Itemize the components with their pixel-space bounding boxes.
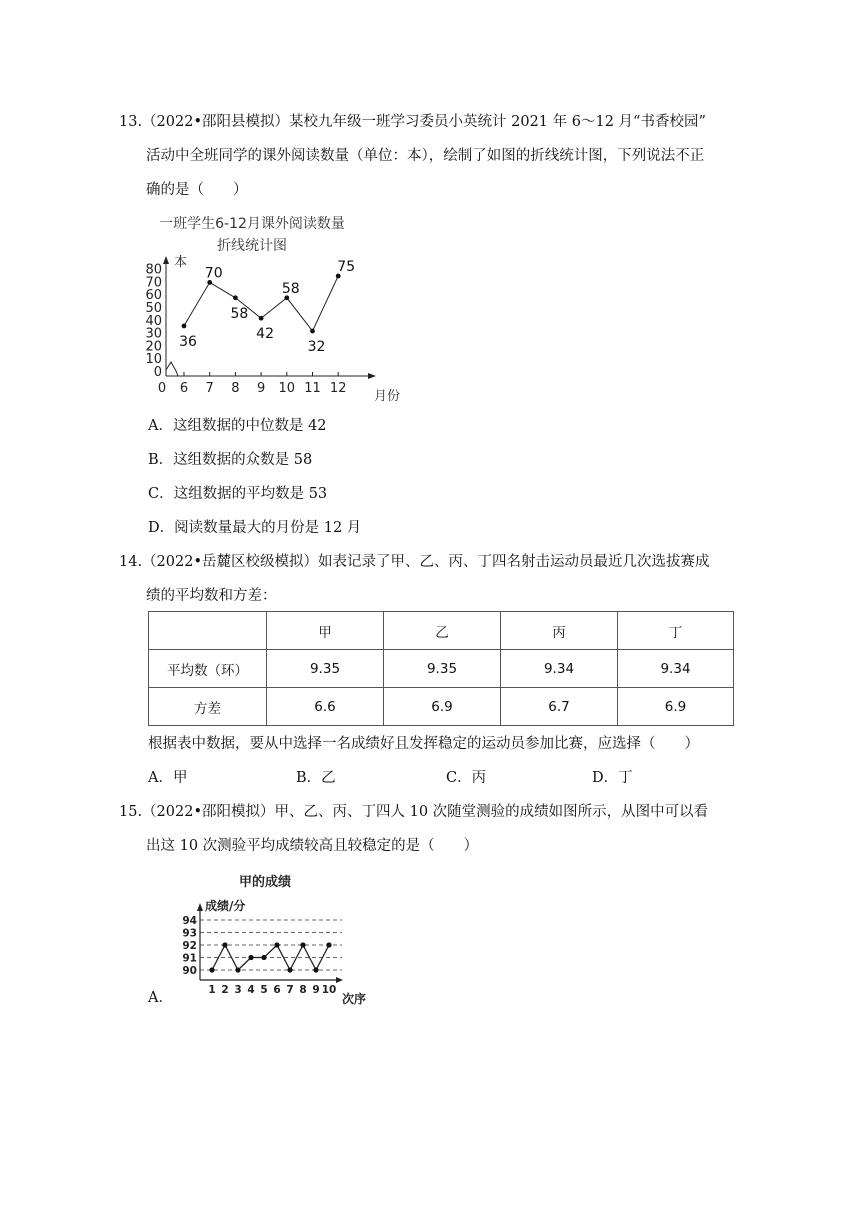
q13-line-3: 确的是（ ） xyxy=(146,182,248,198)
chart2-y-tick-label: 92 xyxy=(182,940,197,952)
q14-line-2: 绩的平均数和方差： xyxy=(146,588,277,604)
table-cell: 6.7 xyxy=(501,688,618,726)
chart1-data-label: 58 xyxy=(281,280,300,297)
chart2-x-tick-label: 1 xyxy=(208,984,216,996)
q13-option-b: B．这组数据的众数是 58 xyxy=(148,452,313,468)
chart1-x-label: 月份 xyxy=(374,389,401,404)
q15-option-a: A． xyxy=(148,990,173,1006)
table-row xyxy=(149,650,734,688)
chart1-point xyxy=(233,295,238,300)
q14-option-d: D．丁 xyxy=(592,770,633,786)
table-cell: 乙 xyxy=(384,612,501,650)
q14-line-1: 14.（2022•岳麓区校级模拟）如表记录了甲、乙、丙、丁四名射击运动员最近几次选拔赛成 xyxy=(119,554,710,570)
chart2-point xyxy=(222,942,227,947)
table-row xyxy=(149,688,734,726)
chart1-x-tick-label: 8 xyxy=(231,381,240,396)
q14-option-c: C．丙 xyxy=(446,770,487,786)
table-cell: 9.35 xyxy=(384,650,501,688)
chart1-subtitle: 折线统计图 xyxy=(217,238,287,254)
chart1-point xyxy=(310,329,315,334)
chart2-y-tick-label: 94 xyxy=(182,915,197,927)
chart2-x-tick-label: 8 xyxy=(299,984,307,996)
chart2-y-label: 成绩/分 xyxy=(205,899,246,913)
chart2-title: 甲的成绩 xyxy=(238,875,292,890)
chart2-point xyxy=(313,967,318,972)
chart2-point xyxy=(274,942,279,947)
chart2-x-tick-label: 7 xyxy=(286,984,294,996)
q15-line-1: 15.（2022•邵阳模拟）甲、乙、丙、丁四人 10 次随堂测验的成绩如图所示，从图中可以看 xyxy=(119,804,709,820)
table-cell: 甲 xyxy=(267,612,384,650)
chart2-x-tick-label: 9 xyxy=(312,984,320,996)
chart1-axis-break xyxy=(166,362,178,376)
chart2-x-tick-label: 5 xyxy=(260,984,268,996)
chart1-data-labels xyxy=(179,259,355,355)
chart1-x-tick-label: 6 xyxy=(179,381,189,396)
chart2-x-tick-label: 3 xyxy=(234,984,242,996)
chart2-point xyxy=(209,967,214,972)
chart1-x-tick-label: 12 xyxy=(329,381,347,396)
q13-line-1: 13.（2022•邵阳县模拟）某校九年级一班学习委员小英统计 2021 年 6～12 月“书香校园” xyxy=(119,114,706,130)
reading-line-chart xyxy=(140,208,420,408)
chart1-data-label: 58 xyxy=(230,305,249,322)
table-cell: 丙 xyxy=(501,612,618,650)
chart1-title: 一班学生6-12月课外阅读数量 xyxy=(159,216,345,232)
chart2-x-tick-label: 4 xyxy=(247,984,255,996)
table-header-row xyxy=(149,612,734,650)
chart1-x-tick-label: 10 xyxy=(278,381,296,396)
chart1-y-tick-label: 50 xyxy=(145,301,162,316)
chart1-y-ticks xyxy=(145,263,162,380)
chart1-y-tick-label: 0 xyxy=(153,365,162,380)
table-cell: 6.9 xyxy=(384,688,501,726)
chart1-y-tick-label: 70 xyxy=(145,275,162,291)
chart1-data-label: 36 xyxy=(179,333,197,350)
chart2-x-tick-label: 6 xyxy=(273,984,281,996)
chart1-y-tick-label: 80 xyxy=(145,262,162,278)
chart2-point xyxy=(261,955,266,960)
table-cell: 平均数（环） xyxy=(149,650,267,688)
chart1-y-tick-label: 60 xyxy=(145,288,162,304)
q13-option-a: A．这组数据的中位数是 42 xyxy=(148,418,327,434)
chart2-x-label: 次序 xyxy=(342,992,367,1006)
chart1-y-axis-arrow xyxy=(163,256,169,264)
chart1-y-label: 本 xyxy=(174,255,188,270)
chart2-x-tick-label: 10 xyxy=(321,984,337,996)
table-cell: 9.34 xyxy=(501,650,618,688)
chart2-point xyxy=(235,967,240,972)
chart1-point xyxy=(259,316,264,321)
q13-line-2: 活动中全班同学的课外阅读数量（单位：本），绘制了如图的折线统计图，下列说法不正 xyxy=(146,148,705,164)
chart1-point xyxy=(182,324,187,329)
chart2-y-ticks xyxy=(182,915,197,977)
chart1-x-tick-label: 7 xyxy=(205,381,214,396)
chart1-y-tick-label: 20 xyxy=(145,339,162,355)
chart1-x-tick-label: 11 xyxy=(304,381,321,396)
athlete-stats-table xyxy=(148,611,734,726)
table-cell: 6.9 xyxy=(618,688,734,726)
chart1-y-tick-label: 40 xyxy=(145,313,162,329)
table-cell: 9.35 xyxy=(267,650,384,688)
jia-score-line-chart xyxy=(170,866,380,1016)
chart1-series-line xyxy=(184,276,338,331)
table-cell xyxy=(149,612,267,650)
q13-option-d: D．阅读数量最大的月份是 12 月 xyxy=(148,520,362,536)
chart2-x-ticks xyxy=(208,984,336,996)
table-cell: 丁 xyxy=(618,612,734,650)
chart1-origin-label: 0 xyxy=(157,381,167,396)
table-cell: 6.6 xyxy=(267,688,384,726)
chart2-point xyxy=(300,942,305,947)
chart2-point xyxy=(326,942,331,947)
chart1-y-tick-label: 30 xyxy=(145,326,162,342)
chart2-point xyxy=(287,967,292,972)
table-cell: 方差 xyxy=(149,688,267,726)
q14-option-b: B．乙 xyxy=(296,770,336,786)
q14-line-3: 根据表中数据，要从中选择一名成绩好且发挥稳定的运动员参加比赛，应选择（ ） xyxy=(148,736,699,752)
chart2-x-axis-arrow xyxy=(336,977,343,983)
chart2-y-tick-label: 90 xyxy=(182,965,197,977)
chart1-points xyxy=(182,274,341,334)
q13-option-c: C．这组数据的平均数是 53 xyxy=(148,486,328,502)
chart1-data-label: 75 xyxy=(337,259,356,275)
chart2-x-tick-label: 2 xyxy=(221,984,229,996)
q14-option-a: A．甲 xyxy=(148,770,188,786)
chart1-data-label: 42 xyxy=(256,326,275,343)
chart1-x-tick-label: 9 xyxy=(256,381,266,396)
chart2-y-tick-label: 91 xyxy=(182,952,197,965)
chart1-x-axis-arrow xyxy=(368,373,376,379)
chart1-data-label: 32 xyxy=(307,339,326,356)
chart2-y-tick-label: 93 xyxy=(182,927,197,940)
chart1-data-label: 70 xyxy=(204,265,223,282)
chart2-point xyxy=(248,955,253,960)
chart2-y-axis-arrow xyxy=(197,903,203,911)
chart2-gridlines xyxy=(200,920,342,970)
table-cell: 9.34 xyxy=(618,650,734,688)
chart2-axes xyxy=(197,903,343,983)
q15-line-2: 出这 10 次测验平均成绩较高且较稳定的是（ ） xyxy=(146,838,479,854)
chart1-y-tick-label: 10 xyxy=(145,352,162,368)
